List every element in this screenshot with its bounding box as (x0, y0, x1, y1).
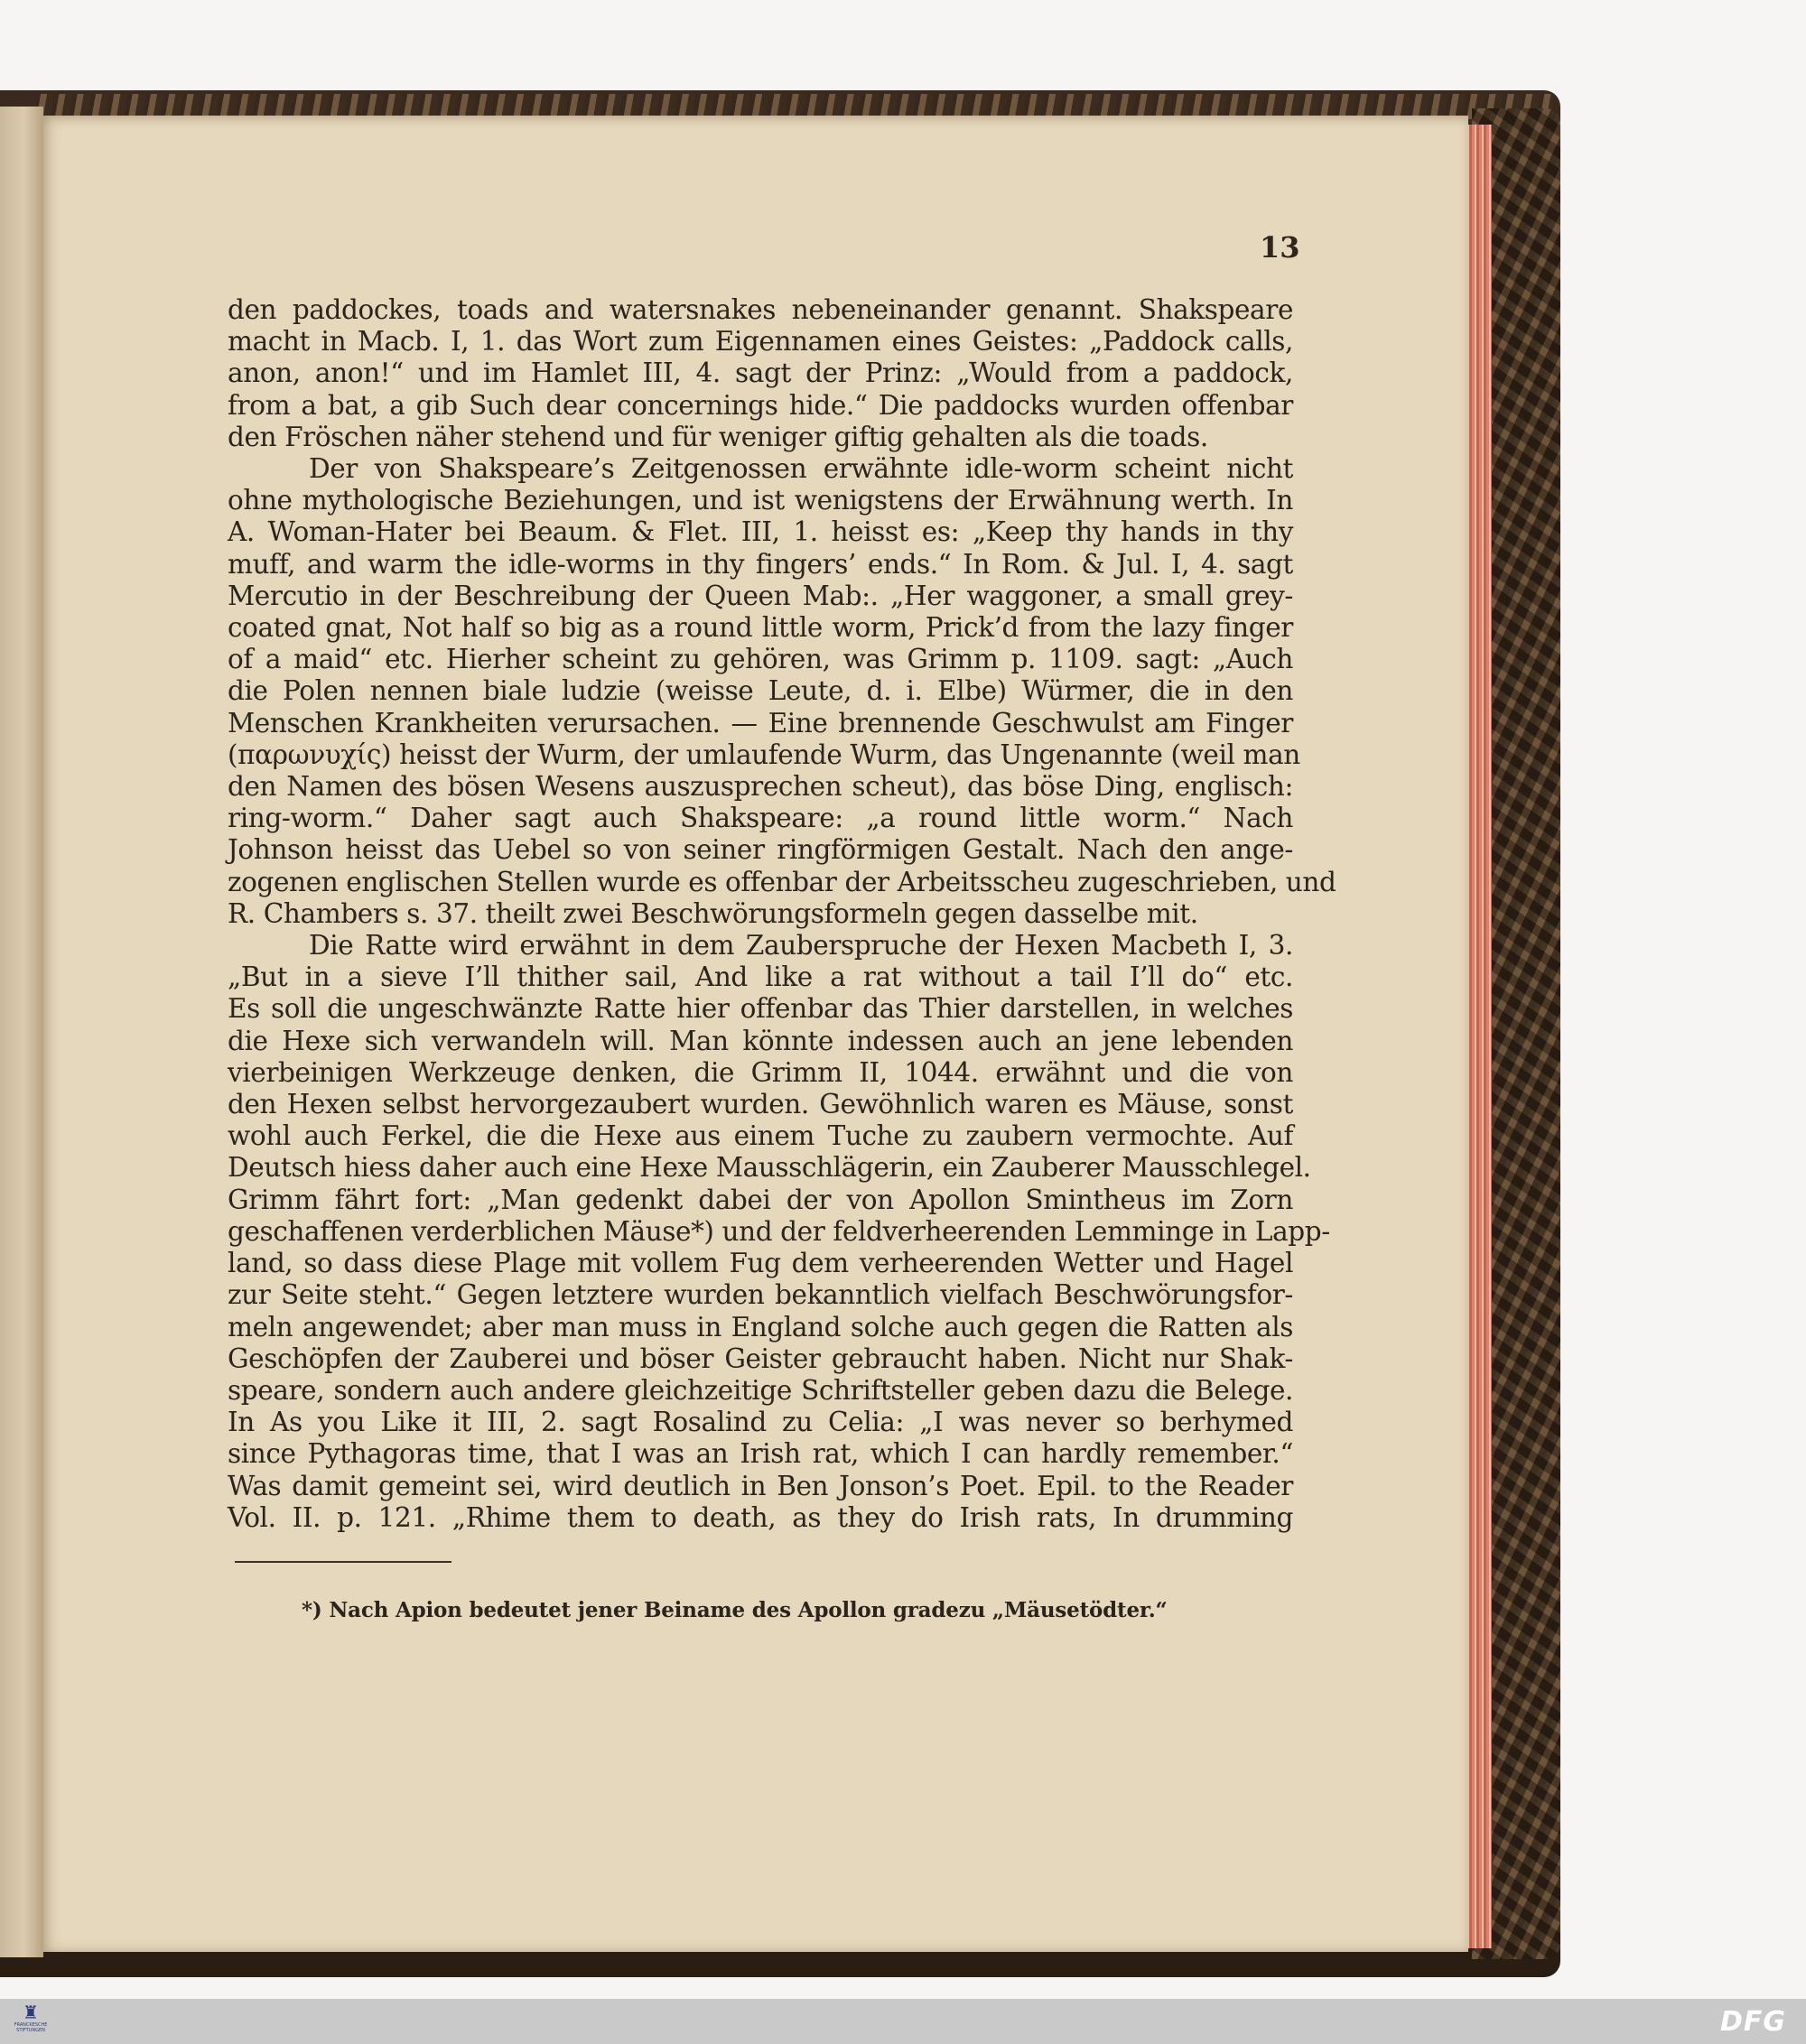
text-line: Es soll die ungeschwänzte Ratte hier offenbar das Thier darstellen, in welches (228, 993, 1293, 1025)
footnote-separator (235, 1561, 452, 1563)
text-line: land, so dass diese Plage mit vollem Fug dem verheerenden Wetter und Hagel (228, 1248, 1293, 1279)
foundation-logo[interactable] (13, 2002, 49, 2040)
page-number: 13 (1260, 230, 1300, 265)
text-line: R. Chambers s. 37. theilt zwei Beschwörungsformeln gegen dasselbe mit. (228, 897, 1198, 929)
text-line: Mercutio in der Beschreibung der Queen Mab:. „Her waggoner, a small grey- (228, 580, 1293, 611)
foundation-logo-icon: ♜ (23, 2002, 39, 2023)
text-line: geschaffenen verderblichen Mäuse*) und der feldverheerenden Lemminge in Lapp- (228, 1215, 1330, 1247)
text-line: Der von Shakspeare’s Zeitgenossen erwähnte idle-worm scheint nicht (309, 453, 1293, 485)
text-line: speare, sondern auch andere gleichzeitige Schriftsteller geben dazu die Belege. (228, 1374, 1293, 1406)
text-line: Johnson heisst das Uebel so von seiner ringförmigen Gestalt. Nach den ange- (228, 834, 1293, 866)
text-line: macht in Macb. I, 1. das Wort zum Eigennamen eines Geistes: „Paddock calls, (228, 326, 1293, 358)
text-line: (παρωνυχίς) heisst der Wurm, der umlaufende Wurm, das Ungenannte (weil man (228, 739, 1300, 770)
text-line: since Pythagoras time, that I was an Irish rat, which I can hardly remember.“ (228, 1438, 1293, 1470)
text-line: ohne mythologische Beziehungen, und ist wenigstens der Erwähnung werth. In (228, 485, 1293, 516)
text-line: zur Seite steht.“ Gegen letztere wurden bekanntlich vielfach Beschwörungsfor- (228, 1279, 1293, 1311)
text-line: coated gnat, Not half so big as a round little worm, Prick’d from the lazy finger (228, 612, 1293, 644)
foundation-logo-caption: FRANCKESCHE STIFTUNGEN (14, 2022, 48, 2033)
text-line: Geschöpfen der Zauberei und böser Geister gebraucht haben. Nicht nur Shak- (228, 1343, 1293, 1374)
text-line: den Namen des bösen Wesens auszusprechen scheut), das böse Ding, englisch: (228, 771, 1293, 803)
text-line: den Fröschen näher stehend und für weniger giftig gehalten als die toads. (228, 421, 1208, 452)
left-page-edge (0, 107, 43, 1957)
text-line: In As you Like it III, 2. sagt Rosalind zu Celia: „I was never so berhymed (228, 1407, 1293, 1438)
text-line: ring-worm.“ Daher sagt auch Shakspeare: „a round little worm.“ Nach (228, 803, 1293, 834)
text-line: Deutsch hiess daher auch eine Hexe Mausschlägerin, ein Zauberer Mausschlegel. (228, 1152, 1311, 1184)
text-line: die Hexe sich verwandeln will. Man könnte indessen auch an jene lebenden (228, 1025, 1293, 1056)
text-line: A. Woman-Hater bei Beaum. & Flet. III, 1. heisst es: „Keep thy hands in thy (228, 516, 1293, 548)
text-line: from a bat, a gib Such dear concernings hide.“ Die paddocks wurden offenbar (228, 389, 1293, 421)
text-line: meln angewendet; aber man muss in England solche auch gegen die Ratten als (228, 1311, 1293, 1343)
text-line: zogenen englischen Stellen wurde es offenbar der Arbeitsscheu zugeschrieben, und (228, 866, 1336, 897)
text-line: muff, and warm the idle-worms in thy fingers’ ends.“ In Rom. & Jul. I, 4. sagt (228, 548, 1293, 580)
page-edges (1465, 125, 1492, 1948)
text-line: wohl auch Ferkel, die die Hexe aus einem Tuche zu zaubern vermochte. Auf (228, 1120, 1293, 1152)
text-line: Grimm fährt fort: „Man gedenkt dabei der von Apollon Smintheus im Zorn (228, 1184, 1293, 1215)
text-line: of a maid“ etc. Hierher scheint zu gehören, was Grimm p. 1109. sagt: „Auch (228, 644, 1293, 675)
text-line: anon, anon!“ und im Hamlet III, 4. sagt der Prinz: „Would from a paddock, (228, 358, 1293, 389)
viewer-footer-bar (0, 1999, 1806, 2044)
text-line: Die Ratte wird erwähnt in dem Zauberspruche der Hexen Macbeth I, 3. (309, 930, 1293, 962)
dfg-logo[interactable]: DFG (1719, 2006, 1786, 2038)
body-text (228, 294, 1336, 1534)
text-line: den Hexen selbst hervorgezaubert wurden. Gewöhnlich waren es Mäuse, sonst (228, 1089, 1293, 1120)
text-line: Was damit gemeint sei, wird deutlich in Ben Jonson’s Poet. Epil. to the Reader (228, 1470, 1293, 1501)
text-line: Vol. II. p. 121. „Rhime them to death, as they do Irish rats, In drumming (228, 1501, 1293, 1533)
footnote: *) Nach Apion bedeutet jener Beiname des Apollon gradezu „Mäusetödter.“ (302, 1598, 1168, 1622)
text-line: Menschen Krankheiten verursachen. — Eine brennende Geschwulst am Finger (228, 707, 1293, 739)
text-line: vierbeinigen Werkzeuge denken, die Grimm II, 1044. erwähnt und die von (228, 1056, 1293, 1088)
text-line: „But in a sieve I’ll thither sail, And like a rat without a tail I’ll do“ etc. (228, 962, 1293, 993)
text-line: den paddockes, toads and watersnakes nebeneinander genannt. Shakspeare (228, 294, 1293, 325)
text-line: die Polen nennen biale ludzie (weisse Leute, d. i. Elbe) Würmer, die in den (228, 675, 1293, 707)
